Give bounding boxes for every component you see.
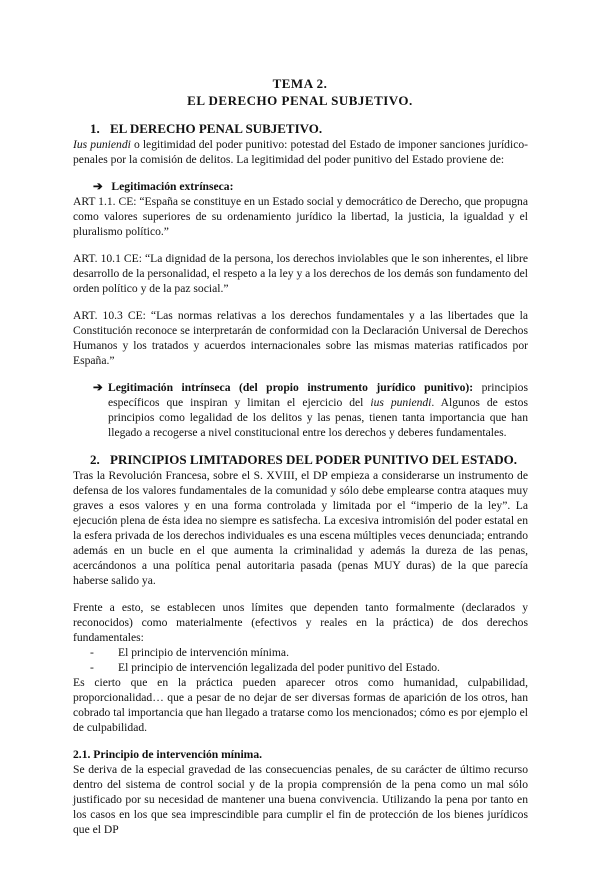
extrinsic-label <box>73 179 528 194</box>
italic-term: ius puniendi <box>370 396 432 409</box>
list-item <box>73 660 528 675</box>
italic-term: Ius puniendi <box>73 138 131 151</box>
subsection-2-1-heading: 2.1. Principio de intervención mínima. <box>73 748 263 761</box>
art-10-1: ART. 10.1 CE: “La dignidad de la persona, los derechos inviolables que le son inherentes, el libre desarrollo de la personalidad, el respeto a la ley y a los derechos de los demás son fundamento del orden político y de la paz social.” <box>73 252 528 295</box>
section-1-intro <box>73 137 528 167</box>
section-2-heading <box>73 452 528 468</box>
dash-icon: - <box>90 646 94 659</box>
intrinsic-item <box>73 380 528 440</box>
right-arrow-icon: ➔ <box>93 180 103 193</box>
doc-subtitle: EL DERECHO PENAL SUBJETIVO. <box>187 93 413 108</box>
right-arrow-icon: ➔ <box>93 381 103 394</box>
list-item <box>73 645 528 660</box>
list-item-text: El principio de intervención legalizada del poder punitivo del Estado. <box>118 661 440 674</box>
intrinsic-text: . Algunos de estos principios como legalidad de los delitos y las penas, tienen tanta importancia que han llegado a recogerse a nivel constitucional entre los derechos y deberes fundamentales. <box>108 396 528 439</box>
section-2-paragraph-3: Es cierto que en la práctica pueden aparecer otros como humanidad, culpabilidad, proporcionalidad… que a pesar de no dejar de ser diversas formas de aparición de los otros, han cobrado tal importancia que han llegado a tratarse como los mencionados; cómo es por ejemplo el de culpabilidad. <box>73 676 528 734</box>
section-2-paragraph-2: Frente a esto, se establecen unos límites que dependen tanto formalmente (declarados y reconocidos) como materialmente (efectivos y reales en la práctica) de dos derechos fundamentales: <box>73 601 528 644</box>
section-title: PRINCIPIOS LIMITADORES DEL PODER PUNITIVO DEL ESTADO. <box>110 452 518 467</box>
section-number: 1. <box>90 121 100 136</box>
intro-text: o legitimidad del poder punitivo: potestad del Estado de imponer sanciones jurídico-penales por la comisión de delitos. La legitimidad del poder punitivo del Estado proviene de: <box>73 138 528 166</box>
art-1-1: ART 1.1. CE: “España se constituye en un Estado social y democrático de Derecho, que propugna como valores superiores de su ordenamiento jurídico la libertad, la justicia, la igualdad y el pluralismo político.” <box>73 195 528 238</box>
dash-icon: - <box>90 661 94 674</box>
list-item-text: El principio de intervención mínima. <box>118 646 289 659</box>
intrinsic-text: principios específicos que inspiran y limitan el ejercicio del <box>108 381 528 409</box>
subsection-2-1-paragraph: Se deriva de la especial gravedad de las consecuencias penales, de su carácter de último recurso dentro del sistema de control social y de la propia comprensión de la pena como un mal sólo justificado por su necesidad de mantener una buena convivencia. Utilizando la pena por tanto en los casos en los que sea imprescindible para cumplir el fin de protección de los bienes jurídicos que el DP <box>73 763 528 836</box>
art-10-3: ART. 10.3 CE: “Las normas relativas a los derechos fundamentales y a las libertades que la Constitución reconoce se interpretarán de conformidad con la Declaración Universal de Derechos Humanos y los tratados y acuerdos internacionales sobre las mismas materias ratificados por España.” <box>73 309 528 367</box>
section-2-paragraph-1: Tras la Revolución Francesa, sobre el S. XVIII, el DP empieza a considerarse un instrumento de defensa de los valores fundamentales de la comunidad y sólo debe emplearse contra ataques muy graves a esos valores y en una forma controlada y limitada por el “imperio de la ley”. La ejecución plena de ésta idea no siempre es satisfecha. La excesiva intromisión del poder estatal en la esfera privada de los derechos individuales es una escena múltiples veces denunciada; entrando además en un bucle en el que aumenta la criminalidad y además la dureza de las penas, acercándonos a una política penal autoritaria pasada (penas MUY duras) de la que parecía haberse salido ya. <box>73 469 528 587</box>
section-number: 2. <box>90 452 100 467</box>
intrinsic-label: Legitimación intrínseca (del propio instrumento jurídico punitivo): <box>108 381 474 394</box>
doc-title: TEMA 2. <box>272 76 328 91</box>
label-text: Legitimación extrínseca: <box>111 180 234 193</box>
section-title: EL DERECHO PENAL SUBJETIVO. <box>110 121 323 136</box>
section-1-heading <box>73 121 528 137</box>
